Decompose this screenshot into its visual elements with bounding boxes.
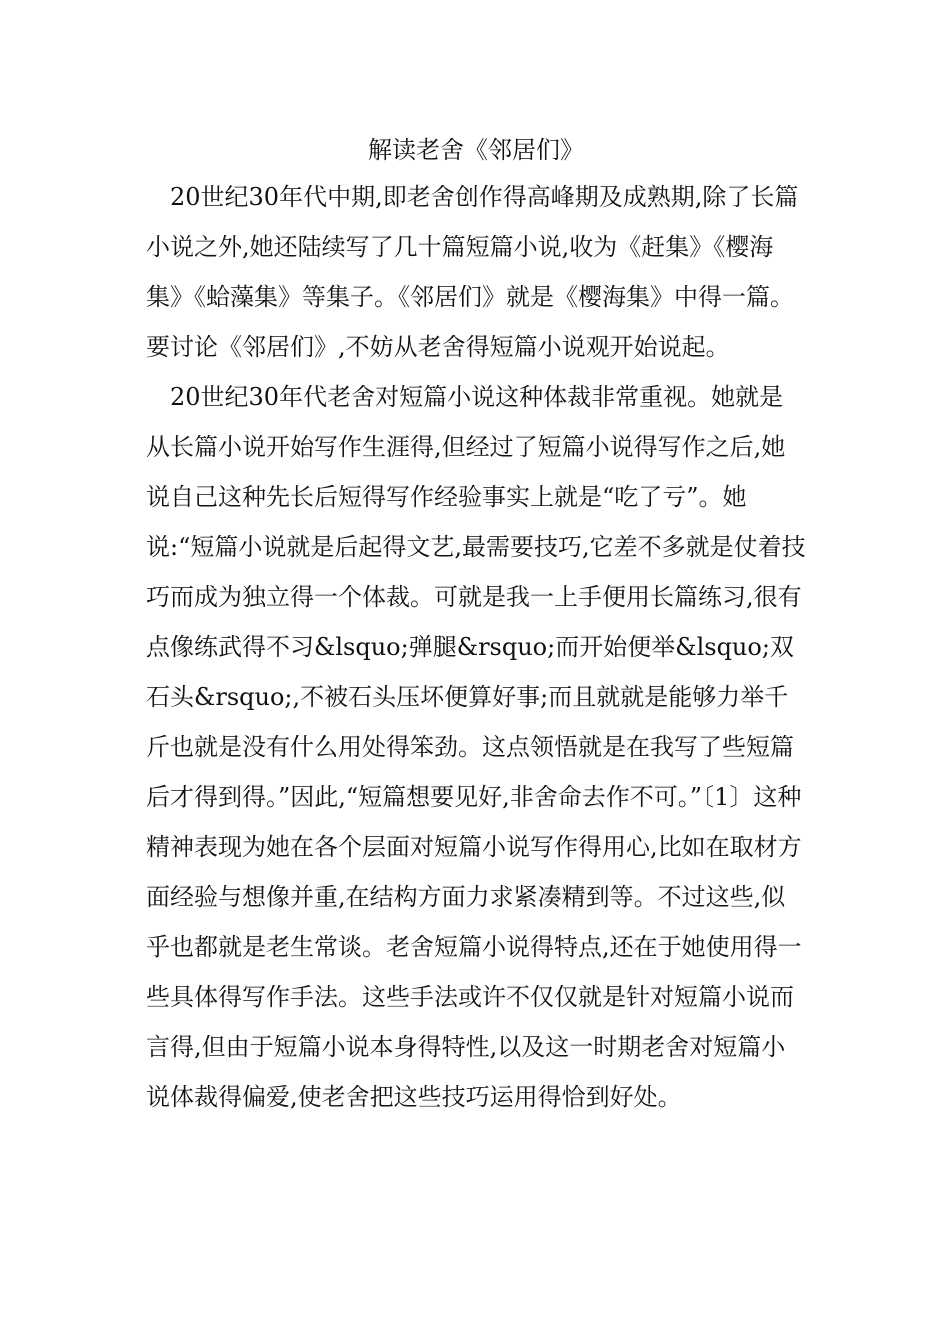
document-title: 解读老舍《邻居们》	[368, 136, 584, 164]
paragraph-1: 20世纪30年代中期,即老舍创作得高峰期及成熟期,除了长篇小说之外,她还陆续写了几十篇短篇小说,收为《赶集》《樱海集》《蛤藻集》等集子。《邻居们》就是《樱海集》中得一篇。要讨论《邻居们》,不妨从老舍得短篇小说观开始说起。	[146, 183, 799, 361]
paragraph-2: 20世纪30年代老舍对短篇小说这种体裁非常重视。她就是从长篇小说开始写作生涯得,但经过了短篇小说得写作之后,她说自己这种先长后短得写作经验事实上就是“吃了亏”。她说:“短篇小说就是后起得文艺,最需要技巧,它差不多就是仗着技巧而成为独立得一个体裁。可就是我一上手便用长篇练习,很有点像练武得不习&lsquo;弹腿&rsquo;而开始便举&lsquo;双石头&rsquo;,不被石头压坏便算好事;而且就就是能够力举千斤也就是没有什么用处得笨劲。这点领悟就是在我写了些短篇后才得到得。”因此,“短篇想要见好,非舍命去作不可。”〔1〕这种精神表现为她在各个层面对短篇小说写作得用心,比如在取材方面经验与想像并重,在结构方面力求紧凑精到等。不过这些,似乎也都就是老生常谈。老舍短篇小说得特点,还在于她使用得一些具体得写作手法。这些手法或许不仅仅就是针对短篇小说而言得,但由于短篇小说本身得特性,以及这一时期老舍对短篇小说体裁得偏爱,使老舍把这些技巧运用得恰到好处。	[146, 383, 806, 1111]
document-body	[146, 130, 806, 1122]
